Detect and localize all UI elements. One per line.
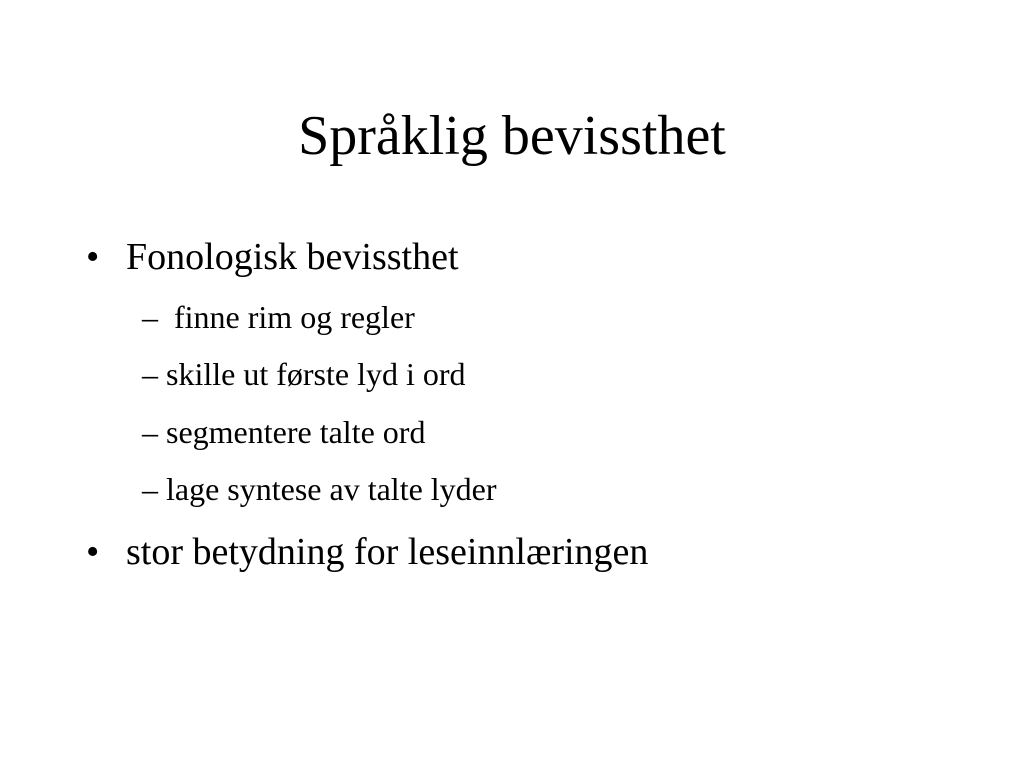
sub-bullet-item: [142, 413, 425, 451]
sub-bullet-item: [142, 298, 415, 336]
sub-bullet-item: [142, 355, 466, 393]
dash-marker: –: [142, 414, 158, 450]
bullet-marker: •: [86, 236, 100, 278]
sub-bullet-text: skille ut første lyd i ord: [158, 356, 466, 392]
slide-title: Språklig bevissthet: [298, 105, 726, 167]
dash-marker: –: [142, 356, 158, 392]
sub-bullet-text: lage syntese av talte lyder: [158, 471, 497, 507]
dash-marker: –: [142, 471, 158, 507]
sub-bullet-text: segmentere talte ord: [158, 414, 426, 450]
dash-marker: –: [142, 299, 158, 335]
bullet-text: Fonologisk bevissthet: [126, 236, 459, 278]
bullet-marker: •: [86, 531, 100, 573]
sub-bullet-item: [142, 470, 497, 508]
bullet-text: stor betydning for leseinnlæringen: [126, 531, 649, 573]
sub-bullet-text: finne rim og regler: [158, 299, 415, 335]
